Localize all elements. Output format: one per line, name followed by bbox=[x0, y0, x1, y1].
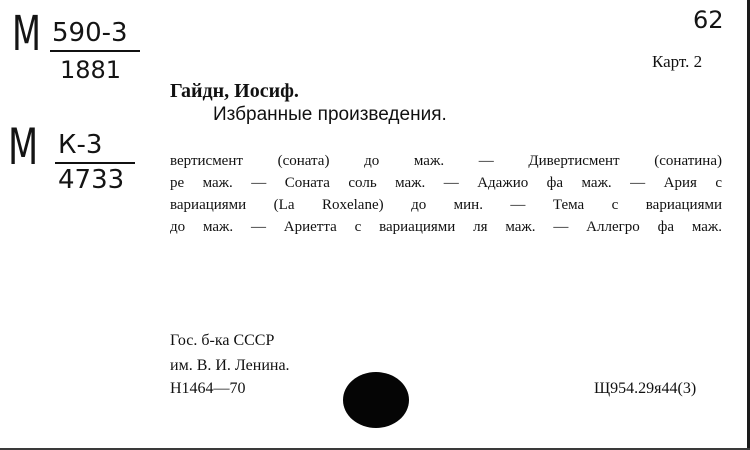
author-heading: Гайдн, Иосиф. bbox=[170, 80, 299, 102]
contents-line: вариациями (La Roxelane) до мин. — Тема с вариациями bbox=[170, 197, 722, 213]
contents-line: до маж. — Ариетта с вариациями ля маж. — Аллегро фа маж. bbox=[170, 219, 722, 235]
contents-note bbox=[170, 150, 722, 238]
contents-line: ре маж. — Соната соль маж. — Адажио фа маж. — Ария с bbox=[170, 175, 722, 191]
classification-number: Щ954.29я44(3) bbox=[594, 380, 697, 397]
handwritten-year: 1881 bbox=[60, 56, 122, 84]
handwritten-shelf-number-2: 4733 bbox=[58, 165, 125, 195]
work-title: Избранные произведения. bbox=[213, 104, 447, 125]
library-name: Гос. б-ка СССР bbox=[170, 332, 275, 349]
library-named-after: им. В. И. Ленина. bbox=[170, 357, 290, 374]
contents-line: вертисмент (соната) до маж. — Дивертисмент (сонатина) bbox=[170, 153, 722, 169]
handwritten-shelf-letter-2: М bbox=[8, 118, 39, 176]
handwritten-shelf-number: 590-3 bbox=[52, 18, 128, 48]
handwritten-corner-number: 62 bbox=[693, 6, 724, 34]
handwritten-shelf-letter: М bbox=[12, 6, 41, 62]
handwritten-divider bbox=[50, 50, 140, 52]
card-number: Карт. 2 bbox=[652, 52, 703, 71]
handwritten-shelf-code: К-3 bbox=[58, 130, 103, 160]
punch-hole bbox=[343, 372, 409, 428]
handwritten-divider-2 bbox=[55, 162, 135, 164]
card-print-code: Н1464—70 bbox=[170, 380, 246, 397]
